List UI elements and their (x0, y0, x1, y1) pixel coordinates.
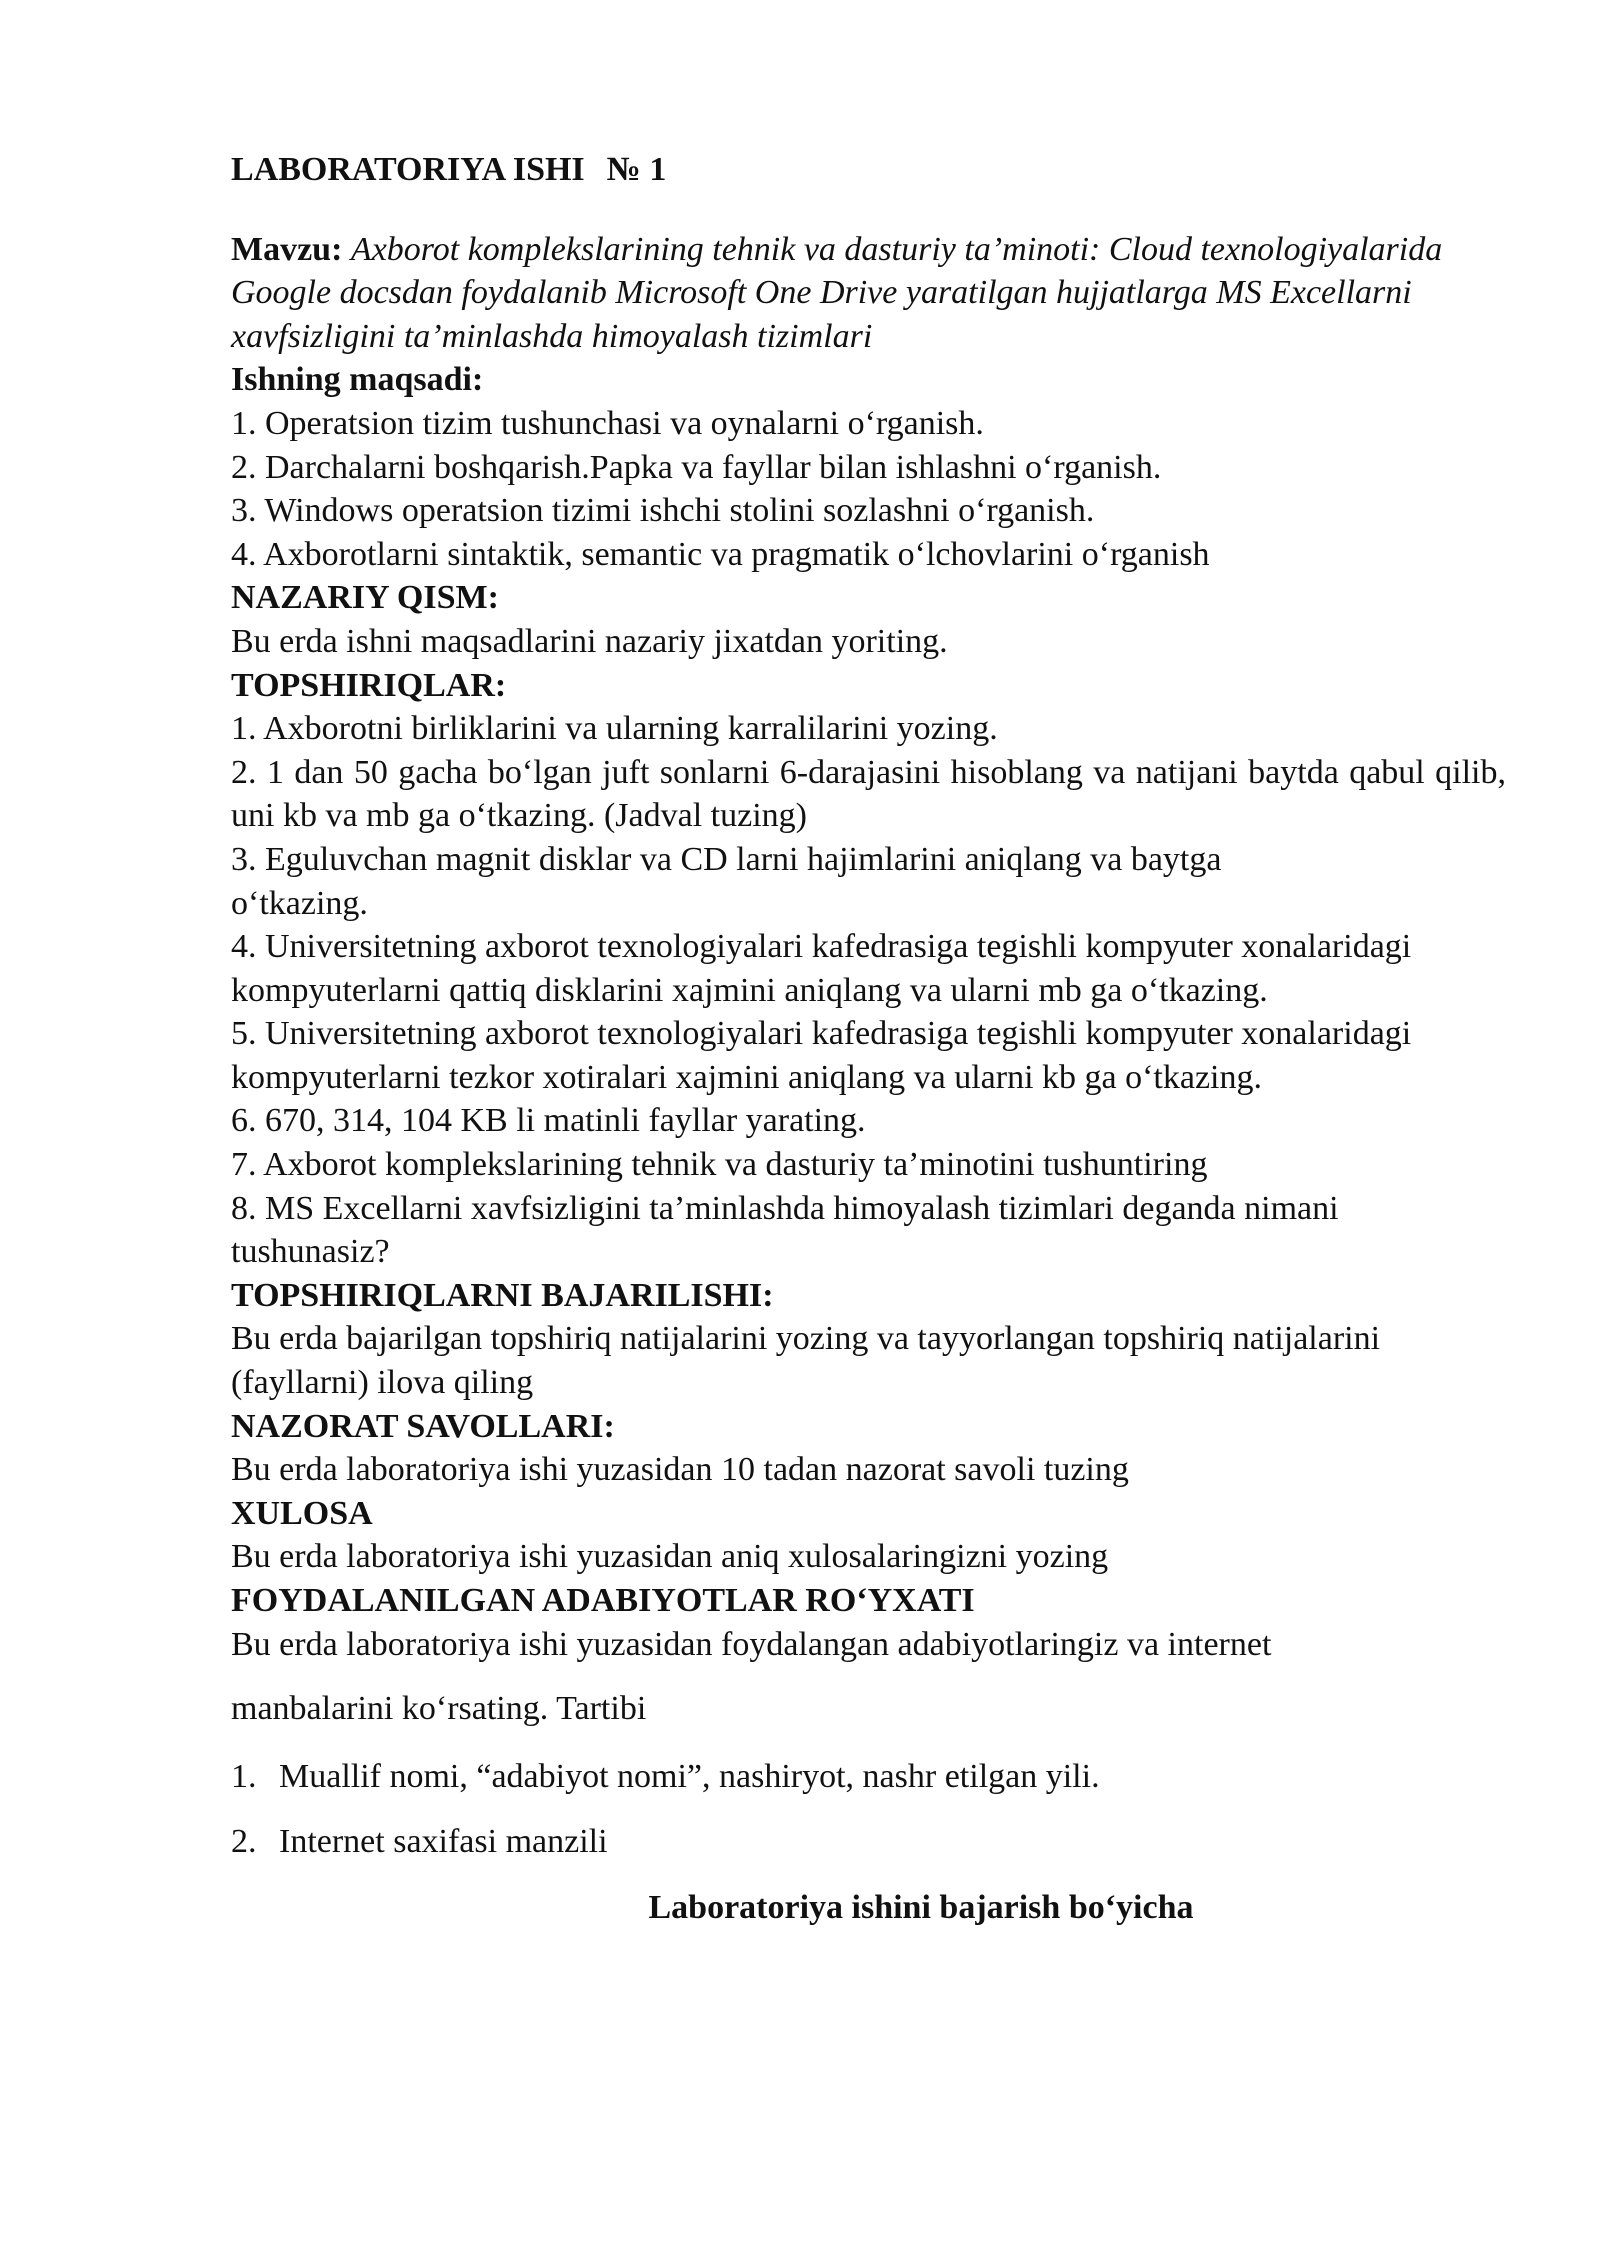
task-item: 8. MS Excellarni xavfsizligini ta’minlashda himoyalash tizimlari deganda nimani tushunasiz? (231, 1189, 1339, 1271)
task-item: 1. Axborotni birliklarini va ularning karralilarini yozing. (231, 710, 998, 748)
topic-label: Mavzu: (231, 230, 343, 268)
reference-number: 1. (231, 1757, 257, 1795)
goal-item: 4. Axborotlarni sintaktik, semantic va pragmatik o‘lchovlarini o‘rganish (231, 535, 1210, 573)
goal-item: 3. Windows operatsion tizimi ishchi stolini sozlashni o‘rganish. (231, 492, 1095, 530)
theory-heading: NAZARIY QISM: (231, 579, 499, 617)
control-text: Bu erda laboratoriya ishi yuzasidan 10 tadan nazorat savoli tuzing (231, 1451, 1129, 1489)
references-list (231, 1755, 1506, 1864)
task-item: 5. Universitetning axborot texnologiyalari kafedrasiga tegishli kompyuter xonalaridagi kompyuterlarni tezkor xotiralari xajmini aniqlang va ularni kb ga o‘tkazing. (231, 1015, 1412, 1096)
goals-heading: Ishning maqsadi: (231, 361, 484, 399)
conclusion-text: Bu erda laboratoriya ishi yuzasidan aniq xulosalaringizni yozing (231, 1538, 1109, 1576)
topic-text: Axborot komplekslarining tehnik va dasturiy ta’minoti: Cloud texnologiyalarida Google docsdan foydalanib Microsoft One Drive yaratilgan hujjatlarga MS Excellarni xavfsizligini ta’minlashda himoyalash tizimlari (231, 230, 1443, 355)
task-item: 7. Axborot komplekslarining tehnik va dasturiy ta’minotini tushuntiring (231, 1146, 1208, 1184)
goal-item: 2. Darchalarni boshqarish.Papka va fayllar bilan ishlashni o‘rganish. (231, 448, 1162, 486)
reference-text: Internet saxifasi manzili (279, 1823, 608, 1861)
title-text: LABORATORIYA ISHI (231, 151, 585, 188)
references-text: Bu erda laboratoriya ishi yuzasidan foydalangan adabiyotlaringiz va internet (231, 1625, 1272, 1663)
execution-heading: TOPSHIRIQLARNI BAJARILISHI: (231, 1276, 774, 1314)
reference-item (231, 1755, 1506, 1799)
task-item: 2. 1 dan 50 gacha bo‘lgan juft sonlarni 6-darajasini hisoblang va natijani baytda qabul qilib, uni kb va mb ga o‘tkazing. (Jadval tuzing) (231, 753, 1506, 835)
tasks-heading: TOPSHIRIQLAR: (231, 666, 507, 704)
reference-number: 2. (231, 1823, 257, 1861)
control-heading: NAZORAT SAVOLLARI: (231, 1407, 615, 1445)
reference-text: Muallif nomi, “adabiyot nomi”, nashiryot, nashr etilgan yili. (279, 1757, 1100, 1795)
document-page (231, 148, 1506, 1930)
title-number: № 1 (606, 151, 667, 188)
conclusion-heading: XULOSA (231, 1494, 373, 1532)
goal-item: 1. Operatsion tizim tushunchasi va oynalarni o‘rganish. (231, 404, 984, 442)
references-heading: FOYDALANILGAN ADABIYOTLAR RO‘YXATI (231, 1582, 975, 1619)
execution-text: Bu erda bajarilgan topshiriq natijalarini yozing va tayyorlangan topshiriq natijalarini (fayllarni) ilova qiling (231, 1320, 1381, 1402)
task-item: 4. Universitetning axborot texnologiyalari kafedrasiga tegishli kompyuter xonalaridagi kompyuterlarni qattiq disklarini xajmini aniqlang va ularni mb ga o‘tkazing. (231, 928, 1412, 1009)
footer-heading: Laboratoriya ishini bajarish bo‘yicha (648, 1888, 1194, 1926)
task-item: 6. 670, 314, 104 KB li matinli fayllar yarating. (231, 1102, 866, 1140)
task-item: 3. Eguluvchan magnit disklar va CD larni hajimlarini aniqlang va baytga o‘tkazing. (231, 840, 1222, 922)
theory-text: Bu erda ishni maqsadlarini nazariy jixatdan yoriting. (231, 622, 948, 660)
references-text: manbalarini ko‘rsating. Tartibi (231, 1690, 647, 1728)
document-title (231, 148, 1506, 192)
topic-paragraph (231, 228, 1451, 359)
reference-item (231, 1820, 1506, 1864)
